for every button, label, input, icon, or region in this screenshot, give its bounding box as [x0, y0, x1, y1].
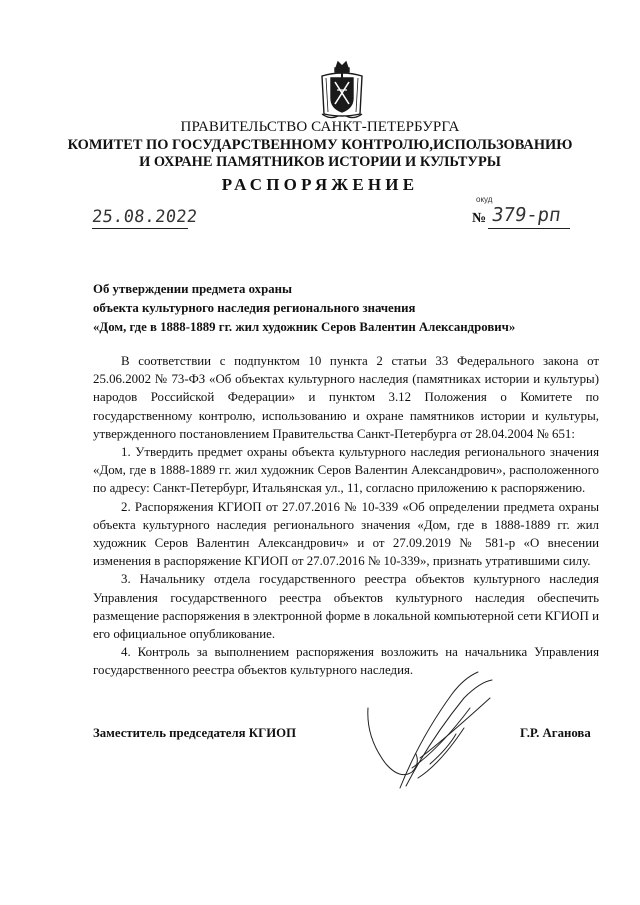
item-2-paragraph: 2. Распоряжения КГИОП от 27.07.2016 № 10-339 «Об определении предмета охраны объекта культурного наследия регионального значения «Дом, где в 1888-1889 гг. жил художник Серов Валентин Александрович» и от 27.09.2019 № 581-р «О внесении изменения в распоряжение КГИОП от 27.07.2016 № 10-339», признать утратившими силу. — [93, 499, 599, 569]
signer-title: Заместитель председателя КГИОП — [93, 726, 297, 740]
document-body — [93, 352, 599, 680]
committee-name-line-2: И ОХРАНЕ ПАМЯТНИКОВ ИСТОРИИ И КУЛЬТУРЫ — [139, 154, 501, 170]
number-sign: № — [472, 211, 487, 226]
handwritten-signature — [360, 668, 510, 798]
document-type: РАСПОРЯЖЕНИЕ — [221, 175, 419, 194]
subject-line-1: Об утверждении предмета охраны — [93, 282, 292, 296]
document-number: 379-рп — [490, 204, 563, 226]
government-name: ПРАВИТЕЛЬСТВО САНКТ-ПЕТЕРБУРГА — [180, 119, 460, 135]
item-1-paragraph: 1. Утвердить предмет охраны объекта культурного наследия регионального значения «Дом, где в 1888-1889 гг. жил художник Серов Валентин Александрович», расположенного по адресу: Санкт-Петербург, Итальянская ул., 11, согласно приложению к распоряжению. — [93, 445, 599, 496]
subject-line-2: объекта культурного наследия регионального значения — [93, 301, 416, 315]
date-underline — [92, 228, 188, 229]
signer-name: Г.Р. Аганова — [520, 726, 591, 740]
st-petersburg-coat-of-arms-icon — [318, 58, 366, 120]
okud-label: окуд — [476, 195, 493, 204]
document-date: 25.08.2022 — [90, 207, 199, 227]
number-underline — [488, 228, 570, 229]
item-3-paragraph: 3. Начальнику отдела государственного реестра объектов культурного наследия Управления государственного реестра объектов культурного наследия обеспечить размещение распоряжения в электронной форме в локальной компьютерной сети КГИОП и его официальное опубликование. — [93, 572, 599, 642]
item-4-paragraph: 4. Контроль за выполнением распоряжения возложить на начальника Управления государственного реестра объектов культурного наследия. — [93, 645, 599, 678]
preamble-paragraph: В соответствии с подпунктом 10 пункта 2 статьи 33 Федерального закона от 25.06.2002 № 73-ФЗ «Об объектах культурного наследия (памятниках истории и культуры) народов Российской Федерации» и пунктом 3.12 Положения о Комитете по государственному контролю, использованию и охране памятников истории и культуры, утвержденного постановлением Правительства Санкт-Петербурга от 28.04.2004 № 651: — [93, 354, 599, 441]
subject-line-3: «Дом, где в 1888-1889 гг. жил художник Серов Валентин Александрович» — [93, 320, 516, 334]
committee-name-line-1: КОМИТЕТ ПО ГОСУДАРСТВЕННОМУ КОНТРОЛЮ,ИСПОЛЬЗОВАНИЮ — [67, 137, 573, 153]
